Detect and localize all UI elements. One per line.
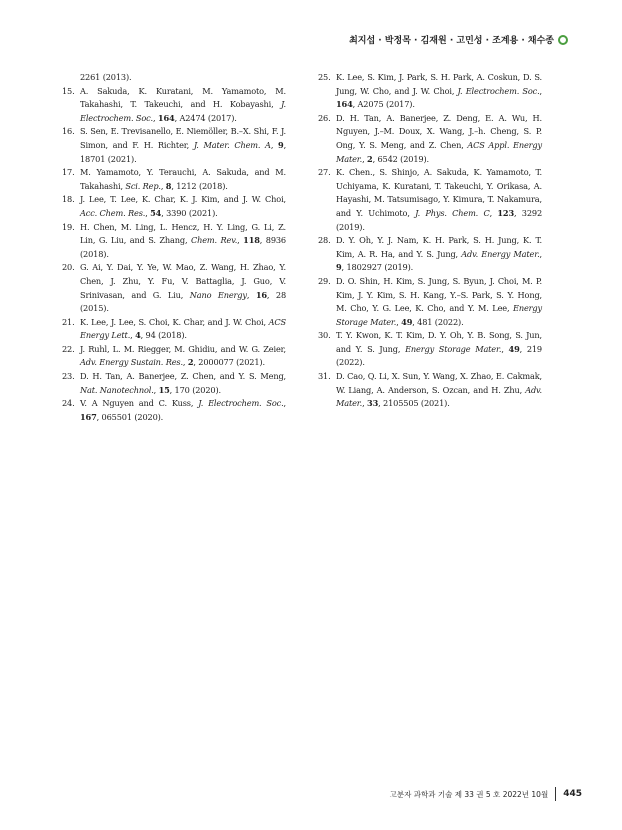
reference-item: 30. T. Y. Kwon, K. T. Kim, D. Y. Oh, Y. B. Song, S. Jun, and Y. S. Jung, Energy Storage Mater., 49, 219 (2022). bbox=[318, 330, 542, 368]
header-authors: 최지섭 · 박정목 · 김재원 · 고민성 · 조계용 · 채수종 bbox=[349, 36, 554, 46]
reference-item: 19. H. Chen, M. Ling, L. Hencz, H. Y. Ling, G. Li, Z. Lin, G. Liu, and S. Zhang, Chem. Rev., 118, 8936 (2018). bbox=[62, 221, 286, 259]
journal-info: 고분자 과학과 기술 제 33 권 5 호 2022년 10월 bbox=[389, 789, 549, 799]
reference-item: 31. D. Cao, Q. Li, X. Sun, Y. Wang, X. Zhao, E. Cakmak, W. Liang, A. Anderson, S. Ozcan, and H. Zhu, Adv. Mater., 33, 2105505 (2021). bbox=[318, 371, 542, 409]
footer-divider bbox=[555, 787, 556, 801]
reference-item: 20. G. Ai, Y. Dai, Y. Ye, W. Mao, Z. Wang, H. Zhao, Y. Chen, J. Zhu, Y. Fu, V. Battaglia, J. Guo, V. Srinivasan, and G. Liu, Nano Energy, 16, 28 (2015). bbox=[62, 262, 287, 314]
reference-item: 17. M. Yamamoto, Y. Terauchi, A. Sakuda, and M. Takahashi, Sci. Rep., 8, 1212 (2018). bbox=[62, 167, 286, 191]
reference-item: 29. D. O. Shin, H. Kim, S. Jung, S. Byun, J. Choi, M. P. Kim, J. Y. Kim, S. H. Kang, Y.–S. Park, S. Y. Hong, M. Cho, Y. G. Lee, K. Cho, and Y. M. Lee, Energy Storage Mater., 49, 481 (2022). bbox=[318, 275, 542, 327]
reference-item: 16. S. Sen, E. Trevisanello, E. Niemöller, B.–X. Shi, F. J. Simon, and F. H. Richter, J. Mater. Chem. A, 9, 18701 (2021). bbox=[62, 126, 287, 164]
reference-item: 18. J. Lee, T. Lee, K. Char, K. J. Kim, and J. W. Choi, Acc. Chem. Res., 54, 3390 (2021). bbox=[62, 194, 286, 218]
reference-item: 24. V. A Nguyen and C. Kuss, J. Electrochem. Soc., 167, 065501 (2020). bbox=[62, 398, 286, 422]
reference-item: 2261 (2013). bbox=[80, 72, 132, 82]
reference-item: 28. D. Y. Oh, Y. J. Nam, K. H. Park, S. H. Jung, K. T. Kim, A. R. Ha, and Y. S. Jung, Adv. Energy Mater., 9, 1802927 (2019). bbox=[318, 235, 542, 273]
references-right-column bbox=[318, 71, 542, 411]
page-footer bbox=[390, 787, 582, 801]
reference-item: 22. J. Ruhl, L. M. Riegger, M. Ghidiu, and W. G. Zeier, Adv. Energy Sustain. Res., 2, 2000077 (2021). bbox=[62, 343, 286, 368]
reference-item: 23. D. H. Tan, A. Banerjee, Z. Chen, and Y. S. Meng, Nat. Nanotechnol., 15, 170 (2020). bbox=[62, 371, 286, 395]
reference-item: 21. K. Lee, J. Lee, S. Choi, K. Char, and J. W. Choi, ACS Energy Lett., 4, 94 (2018). bbox=[62, 316, 286, 341]
reference-item: 25. K. Lee, S. Kim, J. Park, S. H. Park, A. Coskun, D. S. Jung, W. Cho, and J. W. Choi, J. Electrochem. Soc., 164, A2075 (2017). bbox=[318, 72, 542, 110]
circle-icon bbox=[558, 35, 568, 45]
references-left-column bbox=[62, 71, 286, 424]
reference-item: 15. A. Sakuda, K. Kuratani, M. Yamamoto, M. Takahashi, T. Takeuchi, and H. Kobayashi, J. Electrochem. Soc., 164, A2474 (2017). bbox=[62, 85, 286, 123]
running-header bbox=[349, 33, 568, 46]
reference-item: 27. K. Chen., S. Shinjo, A. Sakuda, K. Yamamoto, T. Uchiyama, K. Kuratani, T. Takeuchi, Y. Orikasa, A. Hayashi, M. Tatsumisago, Y. Kimura, T. Nakamura, and Y. Uchimoto, J. Phys. Chem. C, 123, 3292 (2019). bbox=[318, 167, 543, 232]
reference-item: 26. D. H. Tan, A. Banerjee, Z. Deng, E. A. Wu, H. Nguyen, J.–M. Doux, X. Wang, J.–h. Cheng, S. P. Ong, Y. S. Meng, and Z. Chen, ACS Appl. Energy Mater., 2, 6542 (2019). bbox=[318, 112, 542, 164]
page-number: 445 bbox=[563, 789, 582, 799]
